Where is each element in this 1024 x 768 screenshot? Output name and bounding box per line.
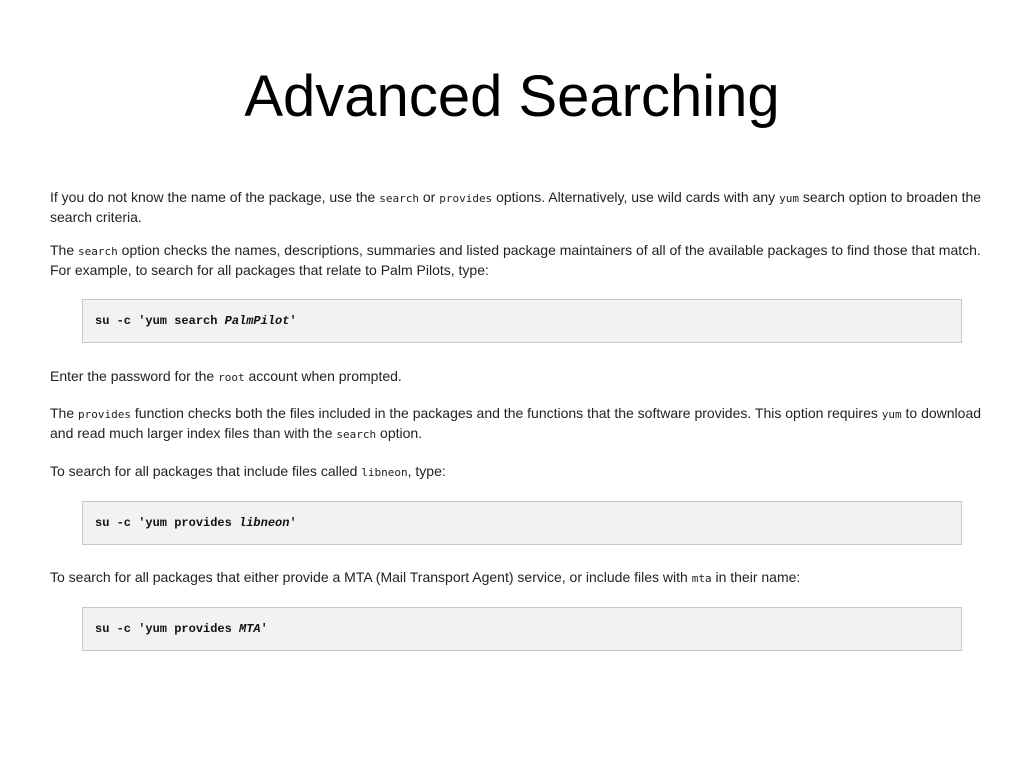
text-span: search option to broaden the search criteria. [50, 189, 982, 225]
text-span: , type: [407, 463, 446, 479]
command-text: ' [289, 516, 297, 530]
paragraph-password-prompt [50, 367, 1000, 387]
text-span: option checks the names, descriptions, summaries and listed package maintainers of all of the available packages to find those that match. For example, to search for all packages that relate to Palm Pilots, type: [50, 242, 981, 278]
text-span: option. [376, 425, 423, 441]
command-text: su -c 'yum search [95, 314, 225, 328]
text-span: in their name: [711, 569, 801, 585]
text-span: The [50, 242, 79, 258]
command-text: su -c 'yum provides [95, 622, 240, 636]
slide-title: Advanced Searching [244, 64, 780, 129]
inline-code-search: search [379, 192, 419, 205]
command-argument: libneon [239, 516, 290, 530]
command-argument: PalmPilot [224, 314, 290, 328]
text-span: or [418, 189, 440, 205]
slide-content [50, 186, 1000, 651]
text-span: If you do not know the name of the package, use the [50, 189, 380, 205]
inline-code-search: search [78, 245, 118, 258]
inline-code-root: root [218, 371, 245, 384]
code-block-search-palmpilot [82, 299, 962, 343]
inline-code-libneon: libneon [361, 466, 408, 479]
code-block-provides-mta [82, 607, 962, 651]
text-span: To search for all packages that include files called [50, 463, 362, 479]
text-span: to download and read much larger index files than with the [50, 405, 982, 441]
inline-code-provides: provides [439, 192, 493, 205]
text-span: Enter the password for the [50, 368, 219, 384]
inline-code-provides: provides [78, 408, 131, 421]
command-argument: MTA [239, 622, 261, 636]
inline-code-mta: mta [691, 572, 712, 585]
text-span: account when prompted. [244, 368, 402, 384]
text-span: To search for all packages that either provide a MTA (Mail Transport Agent) service, or include files with [50, 569, 692, 585]
paragraph-provides-function [50, 404, 1000, 444]
command-text: su -c 'yum provides [95, 516, 240, 530]
command-text: ' [260, 622, 268, 636]
inline-code-yum: yum [779, 192, 799, 205]
inline-code-yum: yum [881, 408, 902, 421]
text-span: options. Alternatively, use wild cards with any [492, 189, 780, 205]
paragraph-mta [50, 568, 1000, 588]
paragraph-search-intro [50, 188, 1000, 227]
code-block-provides-libneon [82, 501, 962, 545]
inline-code-search: search [336, 428, 377, 441]
paragraph-search-option [50, 241, 1000, 280]
text-span: The [50, 405, 79, 421]
command-text: ' [289, 314, 297, 328]
paragraph-libneon [50, 462, 1000, 482]
text-span: function checks both the files included in the packages and the functions that the software provides. This option requires [131, 405, 882, 421]
